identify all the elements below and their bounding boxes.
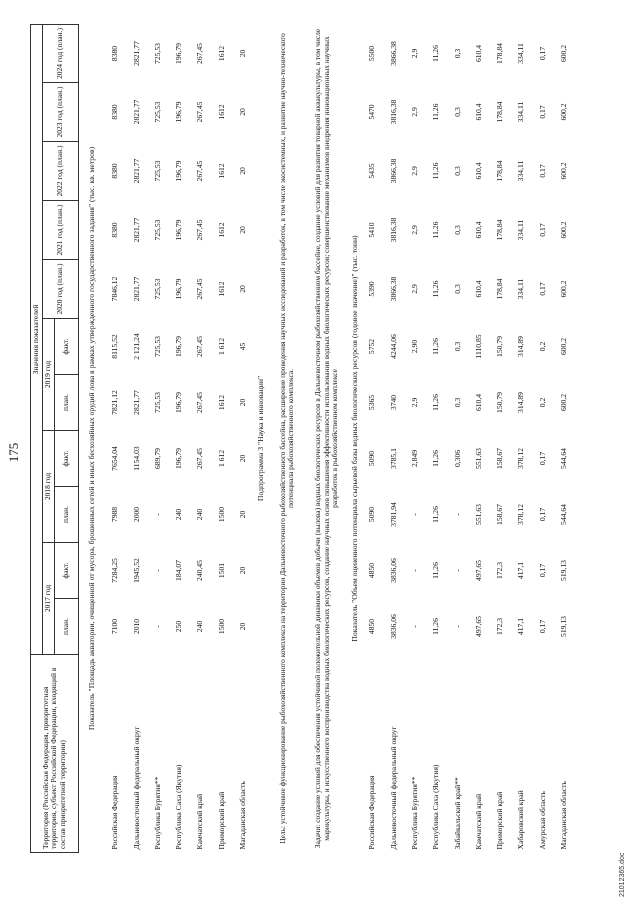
value-cell: 1612 bbox=[216, 45, 226, 62]
value-cell: 250 bbox=[174, 620, 184, 633]
value-cell: 2,9 bbox=[409, 284, 419, 294]
value-cell: - bbox=[152, 513, 162, 516]
value-cell: 1110,85 bbox=[473, 334, 483, 359]
value-cell: 20 bbox=[238, 49, 248, 58]
value-cell: 184,07 bbox=[174, 560, 184, 581]
value-cell: 196,79 bbox=[174, 278, 184, 300]
value-cell: 0,3 bbox=[452, 341, 462, 352]
value-cell: 8380 bbox=[110, 163, 120, 179]
territory-cell: Республика Бурятия** bbox=[409, 776, 419, 850]
value-cell: 600,2 bbox=[559, 337, 569, 356]
value-cell: 267,45 bbox=[195, 219, 205, 241]
value-cell: 196,79 bbox=[174, 336, 184, 357]
value-cell: 0,3 bbox=[452, 397, 462, 408]
territory-cell: Дальневосточный федеральный округ bbox=[131, 726, 141, 850]
value-cell: 1612 bbox=[216, 222, 226, 238]
value-cell: 600,2 bbox=[559, 162, 569, 180]
value-cell: 240 bbox=[195, 620, 205, 633]
value-cell: 0,3 bbox=[452, 107, 462, 117]
value-cell: 20 bbox=[238, 622, 248, 631]
value-cell: 2821,77 bbox=[131, 390, 141, 415]
year-2022-header: 2022 год (план.) bbox=[43, 142, 79, 201]
value-cell: 0,3 bbox=[452, 225, 462, 235]
territory-cell: Приморский край bbox=[216, 791, 226, 850]
value-cell: 5090 bbox=[367, 450, 377, 467]
value-cell: 1945,52 bbox=[131, 558, 141, 583]
value-cell: 2,9 bbox=[409, 48, 419, 59]
table-header bbox=[31, 24, 79, 852]
value-cell: 0,3 bbox=[452, 48, 462, 59]
indicator-2-title: Показатель "Объем оцененного потенциала сырьевой базы водных биологических ресурсов (годовое значение)" (тыс. тонн) bbox=[349, 235, 359, 642]
value-cell: 2 121,24 bbox=[131, 333, 141, 360]
value-cell: 11,26 bbox=[431, 394, 441, 411]
value-cell: 3836,06 bbox=[388, 558, 398, 583]
value-cell: 178,84 bbox=[495, 43, 505, 64]
territory-cell: Республика Саха (Якутия) bbox=[174, 764, 184, 850]
value-cell: - bbox=[152, 569, 162, 572]
value-cell: 2000 bbox=[131, 506, 141, 523]
territory-cell: Республика Бурятия** bbox=[152, 776, 162, 850]
table-row bbox=[383, 24, 404, 852]
table-row bbox=[169, 24, 190, 852]
value-cell: 4244,06 bbox=[388, 334, 398, 359]
value-cell: 497,65 bbox=[473, 560, 483, 581]
value-cell: 7846,12 bbox=[110, 276, 120, 302]
value-cell: 1612 bbox=[216, 394, 226, 411]
value-cell: 2821,77 bbox=[131, 41, 141, 66]
value-cell: 0,17 bbox=[537, 451, 547, 466]
value-cell: 11,26 bbox=[431, 221, 441, 239]
value-cell: 158,67 bbox=[495, 504, 505, 525]
value-cell: - bbox=[409, 625, 419, 628]
value-cell: 725,53 bbox=[152, 278, 162, 300]
value-cell: 196,79 bbox=[174, 392, 184, 413]
value-cell: 3740 bbox=[388, 394, 398, 411]
value-cell: 610,4 bbox=[473, 280, 483, 298]
value-cell: 196,79 bbox=[174, 43, 184, 64]
value-cell: 610,4 bbox=[473, 103, 483, 121]
value-cell: 610,4 bbox=[473, 162, 483, 180]
value-cell: 378,12 bbox=[516, 448, 526, 469]
value-cell: 20 bbox=[238, 398, 248, 407]
value-cell: 178,84 bbox=[495, 160, 505, 182]
value-cell: 0,17 bbox=[537, 282, 547, 296]
value-cell: 3836,06 bbox=[388, 614, 398, 639]
value-cell: 5390 bbox=[367, 281, 377, 297]
value-cell: 20 bbox=[238, 510, 248, 519]
territory-cell: Приморский край bbox=[495, 791, 505, 850]
value-cell: 1612 bbox=[216, 281, 226, 297]
value-cell: 725,53 bbox=[152, 392, 162, 413]
indicator-1-title: Показатель "Площадь акватории, очищенной от мусора, брошенных сетей и иных бесхозяйных орудий лова в рамках утвержденного государственного задания" (тыс. кв. метров) bbox=[86, 146, 96, 731]
plan-header: план. bbox=[55, 375, 79, 431]
value-cell: 334,11 bbox=[516, 278, 526, 300]
territory-cell: Российская Федерация bbox=[110, 775, 120, 850]
value-cell: 0,17 bbox=[537, 164, 547, 178]
value-cell: 11,26 bbox=[431, 338, 441, 355]
value-cell: 3866,38 bbox=[388, 276, 398, 302]
value-cell: - bbox=[452, 625, 462, 628]
value-cell: 0,3 bbox=[452, 284, 462, 294]
territory-cell: Хабаровский край bbox=[516, 790, 526, 850]
value-cell: 3816,38 bbox=[388, 217, 398, 243]
value-cell: 7100 bbox=[110, 618, 120, 635]
plan-header: план. bbox=[55, 487, 79, 543]
value-cell: 196,79 bbox=[174, 219, 184, 241]
value-cell: 11,26 bbox=[431, 618, 441, 635]
value-cell: 20 bbox=[238, 108, 248, 116]
value-cell: 1612 bbox=[216, 163, 226, 179]
value-cell: 4850 bbox=[367, 562, 377, 579]
value-cell: 519,13 bbox=[559, 616, 569, 637]
value-cell: 2821,77 bbox=[131, 217, 141, 243]
year-2020-header: 2020 год (план.) bbox=[43, 260, 79, 319]
table-row bbox=[105, 24, 126, 852]
table-row bbox=[469, 24, 490, 852]
value-cell: 5470 bbox=[367, 104, 377, 120]
value-cell: 8380 bbox=[110, 104, 120, 120]
value-cell: 7821,12 bbox=[110, 390, 120, 415]
value-cell: - bbox=[152, 625, 162, 628]
value-cell: 2,9 bbox=[409, 397, 419, 408]
value-cell: 378,12 bbox=[516, 504, 526, 525]
territory-cell: Камчатский край bbox=[195, 793, 205, 850]
value-cell: 20 bbox=[238, 285, 248, 293]
value-cell: 158,67 bbox=[495, 448, 505, 469]
value-cell: 2821,77 bbox=[131, 99, 141, 125]
value-cell: 314,89 bbox=[516, 336, 526, 357]
page-number: 175 bbox=[6, 442, 21, 463]
value-cell: 267,45 bbox=[195, 160, 205, 182]
plan-header: план. bbox=[55, 599, 79, 655]
territory-cell: Амурская область bbox=[537, 791, 547, 850]
year-2018-header: 2018 год bbox=[43, 431, 55, 543]
value-cell: 20 bbox=[238, 566, 248, 575]
value-cell: 551,63 bbox=[473, 504, 483, 525]
value-cell: 5500 bbox=[367, 45, 377, 62]
table-row bbox=[532, 24, 553, 852]
value-cell: 2010 bbox=[131, 618, 141, 635]
value-cell: 334,11 bbox=[516, 101, 526, 123]
value-cell: 178,84 bbox=[495, 101, 505, 123]
fact-header: факт. bbox=[55, 543, 79, 599]
value-cell: 267,45 bbox=[195, 336, 205, 357]
value-cell: 1612 bbox=[216, 104, 226, 120]
table-row bbox=[447, 24, 468, 852]
value-cell: 7284,25 bbox=[110, 558, 120, 583]
value-cell: 314,89 bbox=[516, 392, 526, 413]
fact-header: факт. bbox=[55, 319, 79, 375]
value-cell: 196,79 bbox=[174, 101, 184, 123]
territory-cell: Забайкальский край** bbox=[452, 777, 462, 850]
value-cell: 2,90 bbox=[409, 339, 419, 354]
value-cell: 7654,04 bbox=[110, 446, 120, 471]
value-cell: 240 bbox=[174, 508, 184, 521]
value-cell: 11,26 bbox=[431, 45, 441, 62]
value-cell: 610,4 bbox=[473, 393, 483, 412]
value-cell: 2821,77 bbox=[131, 158, 141, 184]
goal-text: Цель: устойчивое функционирование рыбохозяйственного комплекса на территории Дальневосточного рыбохозяйственного бассейна, расширение проведения научных исследований и разработок, в том числе экосистемных, и развитие научно-технического потенциала рыбохозяйственного комплекса. bbox=[277, 33, 296, 844]
value-cell: 1154,03 bbox=[131, 446, 141, 471]
value-cell: 11,26 bbox=[431, 162, 441, 180]
value-cell: 267,45 bbox=[195, 278, 205, 300]
value-cell: 11,26 bbox=[431, 450, 441, 467]
value-cell: - bbox=[452, 513, 462, 516]
value-cell: 5410 bbox=[367, 222, 377, 238]
value-cell: 600,2 bbox=[559, 44, 569, 63]
year-2023-header: 2023 год (план.) bbox=[43, 83, 79, 142]
value-cell: 1500 bbox=[216, 506, 226, 523]
value-cell: 5752 bbox=[367, 338, 377, 355]
value-cell: 610,4 bbox=[473, 221, 483, 239]
value-cell: 334,11 bbox=[516, 160, 526, 182]
value-cell: 8115,52 bbox=[110, 334, 120, 359]
value-cell: 0,306 bbox=[452, 449, 462, 468]
value-cell: - bbox=[452, 569, 462, 572]
value-cell: 5090 bbox=[367, 506, 377, 523]
value-cell: 267,45 bbox=[195, 43, 205, 64]
value-cell: 4850 bbox=[367, 618, 377, 635]
value-cell: 240,45 bbox=[195, 560, 205, 581]
value-cell: - bbox=[409, 513, 419, 516]
value-cell: 610,4 bbox=[473, 44, 483, 63]
table-row bbox=[190, 24, 211, 852]
value-cell: 20 bbox=[238, 454, 248, 463]
value-cell: 172,3 bbox=[495, 617, 505, 636]
value-cell: 20 bbox=[238, 167, 248, 175]
value-cell: 3816,38 bbox=[388, 99, 398, 125]
value-cell: 0,2 bbox=[537, 397, 547, 408]
value-cell: 5365 bbox=[367, 394, 377, 411]
file-name-footer: 21012365.doc bbox=[619, 852, 626, 897]
value-cell: 196,79 bbox=[174, 448, 184, 469]
value-cell: 3866,38 bbox=[388, 41, 398, 66]
value-cell: 551,63 bbox=[473, 448, 483, 469]
values-group-header: Значения показателей bbox=[31, 24, 43, 654]
territory-cell: Камчатский край bbox=[473, 793, 483, 850]
value-cell: 0,17 bbox=[537, 563, 547, 578]
value-cell: 196,79 bbox=[174, 160, 184, 182]
value-cell: 178,84 bbox=[495, 278, 505, 300]
territory-cell: Республика Саха (Якутия) bbox=[431, 764, 441, 850]
table-row bbox=[554, 24, 575, 852]
territory-cell: Дальневосточный федеральный округ bbox=[388, 726, 398, 850]
year-2017-header: 2017 год bbox=[43, 543, 55, 655]
value-cell: 150,79 bbox=[495, 392, 505, 413]
value-cell: 8380 bbox=[110, 45, 120, 62]
year-2024-header: 2024 год (план.) bbox=[43, 24, 79, 82]
value-cell: 600,2 bbox=[559, 103, 569, 121]
value-cell: 725,53 bbox=[152, 219, 162, 241]
table-row bbox=[126, 24, 147, 852]
indicators-table bbox=[30, 24, 575, 853]
value-cell: 178,84 bbox=[495, 219, 505, 241]
value-cell: 150,79 bbox=[495, 336, 505, 357]
year-2019-header: 2019 год bbox=[43, 319, 55, 431]
value-cell: 417,1 bbox=[516, 561, 526, 580]
value-cell: 600,2 bbox=[559, 280, 569, 298]
value-cell: - bbox=[409, 569, 419, 572]
value-cell: 725,53 bbox=[152, 101, 162, 123]
value-cell: 600,2 bbox=[559, 221, 569, 239]
value-cell: 334,11 bbox=[516, 43, 526, 64]
value-cell: 1501 bbox=[216, 562, 226, 579]
value-cell: 45 bbox=[238, 342, 248, 351]
value-cell: 1 612 bbox=[216, 449, 226, 468]
value-cell: 519,13 bbox=[559, 560, 569, 581]
value-cell: 0,17 bbox=[537, 223, 547, 237]
table-row bbox=[362, 24, 383, 852]
fact-header: факт. bbox=[55, 431, 79, 487]
territory-cell: Магаданская область bbox=[238, 781, 248, 850]
value-cell: 417,1 bbox=[516, 617, 526, 636]
table-row bbox=[426, 24, 447, 852]
value-cell: 1 612 bbox=[216, 337, 226, 356]
value-cell: 725,53 bbox=[152, 160, 162, 182]
value-cell: 0,2 bbox=[537, 341, 547, 352]
value-cell: 0,17 bbox=[537, 619, 547, 634]
value-cell: 267,45 bbox=[195, 101, 205, 123]
value-cell: 544,64 bbox=[559, 448, 569, 469]
value-cell: 11,26 bbox=[431, 562, 441, 579]
table-row bbox=[148, 24, 169, 852]
value-cell: 3866,38 bbox=[388, 158, 398, 184]
territory-cell: Магаданская область bbox=[559, 781, 569, 850]
value-cell: 3785,1 bbox=[388, 448, 398, 469]
table-row bbox=[405, 24, 426, 852]
value-cell: 544,64 bbox=[559, 504, 569, 525]
table-row bbox=[211, 24, 232, 852]
value-cell: 0,17 bbox=[537, 46, 547, 61]
value-cell: 2,849 bbox=[409, 449, 419, 468]
table-row bbox=[233, 24, 254, 852]
value-cell: 2821,77 bbox=[131, 276, 141, 302]
value-cell: 5435 bbox=[367, 163, 377, 179]
value-cell: 11,26 bbox=[431, 103, 441, 121]
subprogram-title: Подпрограмма 3 "Наука и инновации" bbox=[255, 375, 265, 502]
value-cell: 0,17 bbox=[537, 507, 547, 522]
value-cell: 2,9 bbox=[409, 225, 419, 235]
value-cell: 172,3 bbox=[495, 561, 505, 580]
year-2021-header: 2021 год (план.) bbox=[43, 201, 79, 260]
value-cell: 0,3 bbox=[452, 166, 462, 176]
value-cell: 725,53 bbox=[152, 43, 162, 64]
value-cell: 240 bbox=[195, 508, 205, 521]
value-cell: 11,26 bbox=[431, 506, 441, 523]
value-cell: 689,79 bbox=[152, 448, 162, 469]
territory-header: Территория (Российская Федерация, приоритетная территория, субъект Российской Федерации, входящий в состав приоритетной территории) bbox=[31, 655, 79, 853]
tasks-text: Задачи: создание условий для обеспечения устойчивой положительной динамики объемов добычи (вылова) водных биологических ресурсов в Дальневосточном рыбохозяйственном бассейне, создание условий для развития товарной аквакультуры, в том числе марикультуры, и искусственного воспроизводства водных биологических ресурсов, создание научных основ повышения эффективности использования водных биологических ресурсов; совершенствование механизмов внедрения инновационных научных разработок в рыбохозяйственном комплексе bbox=[313, 28, 340, 849]
value-cell: 497,65 bbox=[473, 616, 483, 637]
value-cell: 2,9 bbox=[409, 166, 419, 176]
value-cell: 725,53 bbox=[152, 336, 162, 357]
value-cell: 334,11 bbox=[516, 219, 526, 241]
value-cell: 3781,94 bbox=[388, 502, 398, 527]
value-cell: 0,17 bbox=[537, 105, 547, 119]
territory-cell: Российская Федерация bbox=[367, 775, 377, 850]
value-cell: 7988 bbox=[110, 506, 120, 523]
table-row bbox=[511, 24, 532, 852]
value-cell: 11,26 bbox=[431, 280, 441, 298]
value-cell: 267,45 bbox=[195, 448, 205, 469]
value-cell: 1500 bbox=[216, 618, 226, 635]
value-cell: 2,9 bbox=[409, 107, 419, 117]
value-cell: 600,2 bbox=[559, 393, 569, 412]
value-cell: 8380 bbox=[110, 222, 120, 238]
value-cell: 267,45 bbox=[195, 392, 205, 413]
value-cell: 20 bbox=[238, 226, 248, 234]
table-row bbox=[490, 24, 511, 852]
table-body bbox=[79, 24, 576, 852]
